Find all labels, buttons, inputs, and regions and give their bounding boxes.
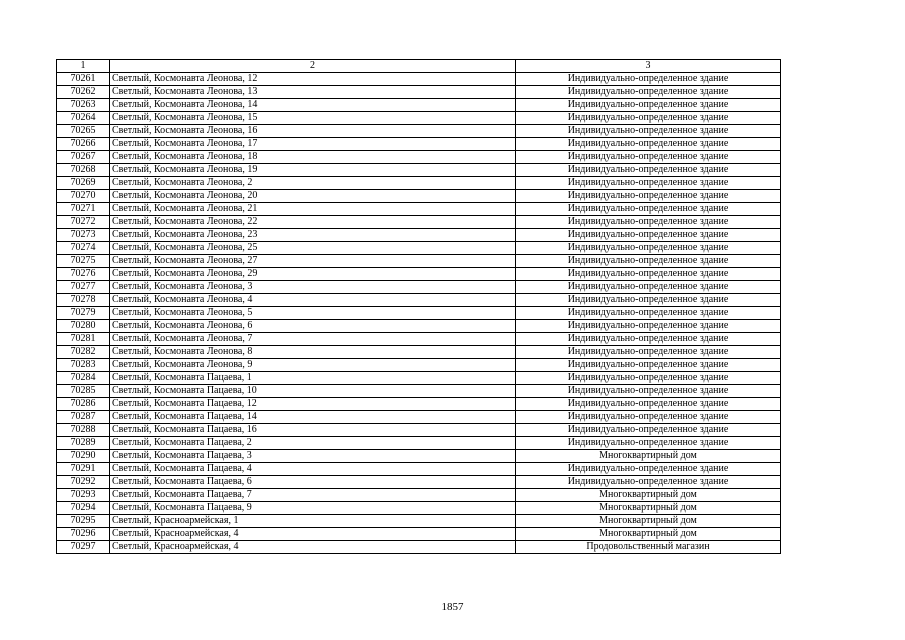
object-type-cell: Индивидуально-определенное здание <box>516 164 781 177</box>
object-type-cell: Индивидуально-определенное здание <box>516 424 781 437</box>
row-number-cell: 70284 <box>57 372 110 385</box>
row-number-cell: 70281 <box>57 333 110 346</box>
row-number-cell: 70276 <box>57 268 110 281</box>
table-row <box>57 216 781 229</box>
row-number-cell: 70264 <box>57 112 110 125</box>
table-row <box>57 320 781 333</box>
row-number-cell: 70288 <box>57 424 110 437</box>
table-row <box>57 502 781 515</box>
address-cell: Светлый, Космонавта Леонова, 17 <box>110 138 516 151</box>
row-number-cell: 70291 <box>57 463 110 476</box>
table-row <box>57 125 781 138</box>
table-row <box>57 359 781 372</box>
object-type-cell: Индивидуально-определенное здание <box>516 463 781 476</box>
address-cell: Светлый, Космонавта Леонова, 2 <box>110 177 516 190</box>
table-row <box>57 268 781 281</box>
header-cell-1: 1 <box>57 60 110 73</box>
table-body <box>57 73 781 554</box>
address-cell: Светлый, Космонавта Леонова, 29 <box>110 268 516 281</box>
row-number-cell: 70267 <box>57 151 110 164</box>
row-number-cell: 70261 <box>57 73 110 86</box>
row-number-cell: 70280 <box>57 320 110 333</box>
address-cell: Светлый, Космонавта Пацаева, 7 <box>110 489 516 502</box>
row-number-cell: 70270 <box>57 190 110 203</box>
table-row <box>57 138 781 151</box>
table-row <box>57 385 781 398</box>
address-cell: Светлый, Космонавта Леонова, 3 <box>110 281 516 294</box>
address-cell: Светлый, Космонавта Леонова, 14 <box>110 99 516 112</box>
address-cell: Светлый, Космонавта Леонова, 21 <box>110 203 516 216</box>
object-type-cell: Многоквартирный дом <box>516 502 781 515</box>
address-cell: Светлый, Космонавта Пацаева, 14 <box>110 411 516 424</box>
table-row <box>57 346 781 359</box>
row-number-cell: 70278 <box>57 294 110 307</box>
row-number-cell: 70266 <box>57 138 110 151</box>
row-number-cell: 70294 <box>57 502 110 515</box>
table-row <box>57 450 781 463</box>
registry-sheet <box>56 59 781 554</box>
page-number: 1857 <box>441 601 464 613</box>
table-row <box>57 515 781 528</box>
row-number-cell: 70295 <box>57 515 110 528</box>
object-type-cell: Индивидуально-определенное здание <box>516 86 781 99</box>
row-number-cell: 70272 <box>57 216 110 229</box>
address-cell: Светлый, Красноармейская, 4 <box>110 528 516 541</box>
address-cell: Светлый, Космонавта Леонова, 15 <box>110 112 516 125</box>
object-type-cell: Многоквартирный дом <box>516 489 781 502</box>
row-number-cell: 70273 <box>57 229 110 242</box>
table-row <box>57 242 781 255</box>
object-type-cell: Индивидуально-определенное здание <box>516 385 781 398</box>
address-cell: Светлый, Космонавта Пацаева, 2 <box>110 437 516 450</box>
address-cell: Светлый, Космонавта Леонова, 22 <box>110 216 516 229</box>
header-cell-2: 2 <box>110 60 516 73</box>
address-cell: Светлый, Космонавта Леонова, 7 <box>110 333 516 346</box>
object-type-cell: Индивидуально-определенное здание <box>516 320 781 333</box>
address-cell: Светлый, Космонавта Леонова, 8 <box>110 346 516 359</box>
address-cell: Светлый, Красноармейская, 4 <box>110 541 516 554</box>
header-row <box>57 60 781 73</box>
table-row <box>57 86 781 99</box>
row-number-cell: 70285 <box>57 385 110 398</box>
object-type-cell: Индивидуально-определенное здание <box>516 346 781 359</box>
row-number-cell: 70279 <box>57 307 110 320</box>
row-number-cell: 70269 <box>57 177 110 190</box>
address-cell: Светлый, Космонавта Пацаева, 9 <box>110 502 516 515</box>
row-number-cell: 70289 <box>57 437 110 450</box>
object-type-cell: Индивидуально-определенное здание <box>516 294 781 307</box>
row-number-cell: 70271 <box>57 203 110 216</box>
object-type-cell: Индивидуально-определенное здание <box>516 216 781 229</box>
address-cell: Светлый, Космонавта Леонова, 5 <box>110 307 516 320</box>
object-type-cell: Индивидуально-определенное здание <box>516 125 781 138</box>
row-number-cell: 70282 <box>57 346 110 359</box>
object-type-cell: Индивидуально-определенное здание <box>516 177 781 190</box>
object-type-cell: Индивидуально-определенное здание <box>516 151 781 164</box>
table-row <box>57 411 781 424</box>
address-cell: Светлый, Космонавта Леонова, 27 <box>110 255 516 268</box>
address-cell: Светлый, Космонавта Леонова, 4 <box>110 294 516 307</box>
object-type-cell: Продовольственный магазин <box>516 541 781 554</box>
table-row <box>57 437 781 450</box>
row-number-cell: 70275 <box>57 255 110 268</box>
address-cell: Светлый, Космонавта Леонова, 12 <box>110 73 516 86</box>
table-row <box>57 112 781 125</box>
object-type-cell: Индивидуально-определенное здание <box>516 99 781 112</box>
table-row <box>57 463 781 476</box>
row-number-cell: 70268 <box>57 164 110 177</box>
object-type-cell: Индивидуально-определенное здание <box>516 476 781 489</box>
object-type-cell: Индивидуально-определенное здание <box>516 73 781 86</box>
object-type-cell: Индивидуально-определенное здание <box>516 372 781 385</box>
table-row <box>57 398 781 411</box>
table-row <box>57 307 781 320</box>
object-type-cell: Индивидуально-определенное здание <box>516 307 781 320</box>
address-cell: Светлый, Космонавта Леонова, 9 <box>110 359 516 372</box>
row-number-cell: 70296 <box>57 528 110 541</box>
table-row <box>57 190 781 203</box>
object-type-cell: Индивидуально-определенное здание <box>516 255 781 268</box>
address-cell: Светлый, Космонавта Леонова, 6 <box>110 320 516 333</box>
address-cell: Светлый, Космонавта Пацаева, 1 <box>110 372 516 385</box>
object-type-cell: Индивидуально-определенное здание <box>516 333 781 346</box>
table-row <box>57 151 781 164</box>
table-row <box>57 541 781 554</box>
table-row <box>57 372 781 385</box>
table-row <box>57 229 781 242</box>
address-cell: Светлый, Космонавта Леонова, 20 <box>110 190 516 203</box>
address-cell: Светлый, Космонавта Леонова, 25 <box>110 242 516 255</box>
row-number-cell: 70274 <box>57 242 110 255</box>
table-row <box>57 177 781 190</box>
object-type-cell: Многоквартирный дом <box>516 528 781 541</box>
address-cell: Светлый, Космонавта Леонова, 23 <box>110 229 516 242</box>
address-cell: Светлый, Космонавта Леонова, 18 <box>110 151 516 164</box>
address-cell: Светлый, Космонавта Леонова, 19 <box>110 164 516 177</box>
object-type-cell: Многоквартирный дом <box>516 450 781 463</box>
object-type-cell: Индивидуально-определенное здание <box>516 138 781 151</box>
object-type-cell: Индивидуально-определенное здание <box>516 398 781 411</box>
table-row <box>57 528 781 541</box>
object-type-cell: Индивидуально-определенное здание <box>516 242 781 255</box>
table-row <box>57 255 781 268</box>
address-cell: Светлый, Космонавта Пацаева, 12 <box>110 398 516 411</box>
table-row <box>57 489 781 502</box>
object-type-cell: Многоквартирный дом <box>516 515 781 528</box>
address-cell: Светлый, Красноармейская, 1 <box>110 515 516 528</box>
row-number-cell: 70283 <box>57 359 110 372</box>
object-type-cell: Индивидуально-определенное здание <box>516 268 781 281</box>
object-type-cell: Индивидуально-определенное здание <box>516 112 781 125</box>
address-cell: Светлый, Космонавта Пацаева, 10 <box>110 385 516 398</box>
table-row <box>57 476 781 489</box>
object-type-cell: Индивидуально-определенное здание <box>516 437 781 450</box>
object-type-cell: Индивидуально-определенное здание <box>516 411 781 424</box>
object-type-cell: Индивидуально-определенное здание <box>516 190 781 203</box>
table-row <box>57 333 781 346</box>
row-number-cell: 70292 <box>57 476 110 489</box>
row-number-cell: 70297 <box>57 541 110 554</box>
row-number-cell: 70262 <box>57 86 110 99</box>
object-type-cell: Индивидуально-определенное здание <box>516 203 781 216</box>
address-cell: Светлый, Космонавта Пацаева, 16 <box>110 424 516 437</box>
object-type-cell: Индивидуально-определенное здание <box>516 359 781 372</box>
header-cell-3: 3 <box>516 60 781 73</box>
row-number-cell: 70263 <box>57 99 110 112</box>
row-number-cell: 70265 <box>57 125 110 138</box>
address-cell: Светлый, Космонавта Пацаева, 4 <box>110 463 516 476</box>
row-number-cell: 70286 <box>57 398 110 411</box>
object-type-cell: Индивидуально-определенное здание <box>516 281 781 294</box>
row-number-cell: 70290 <box>57 450 110 463</box>
address-cell: Светлый, Космонавта Леонова, 13 <box>110 86 516 99</box>
row-number-cell: 70293 <box>57 489 110 502</box>
table-row <box>57 281 781 294</box>
table-row <box>57 99 781 112</box>
row-number-cell: 70277 <box>57 281 110 294</box>
table-row <box>57 73 781 86</box>
table-row <box>57 164 781 177</box>
table-row <box>57 294 781 307</box>
address-cell: Светлый, Космонавта Пацаева, 6 <box>110 476 516 489</box>
address-cell: Светлый, Космонавта Пацаева, 3 <box>110 450 516 463</box>
row-number-cell: 70287 <box>57 411 110 424</box>
registry-table <box>56 59 781 554</box>
table-row <box>57 203 781 216</box>
object-type-cell: Индивидуально-определенное здание <box>516 229 781 242</box>
address-cell: Светлый, Космонавта Леонова, 16 <box>110 125 516 138</box>
table-row <box>57 424 781 437</box>
